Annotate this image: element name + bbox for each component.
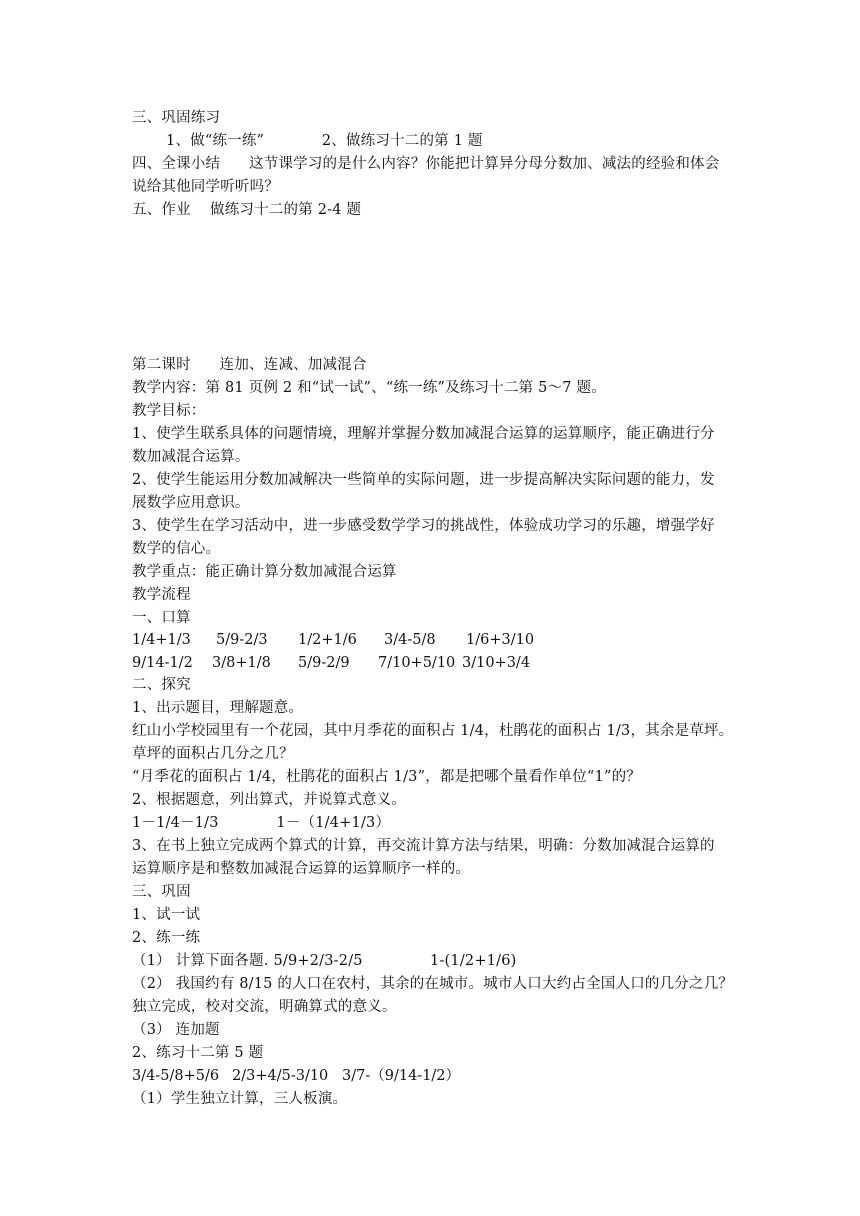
goals-label: 教学目标：: [132, 403, 206, 419]
explore-step-3-continued: 运算顺序是和整数加减混合运算的运算顺序一样的。: [132, 861, 471, 877]
key-point: 教学重点：能正确计算分数加减混合运算: [132, 564, 397, 580]
exercise-item: 3/7-（9/14-1/2）: [342, 1068, 461, 1084]
oral-item: 1/4+1/3: [132, 632, 191, 648]
consolidate-heading: 三、巩固: [132, 884, 191, 900]
lesson-title: 第二课时 连加、连减、加减混合: [132, 357, 367, 373]
explore-step-2: 2、根据题意，列出算式，并说算式意义。: [132, 792, 407, 808]
practice-label: 2、练一练: [132, 930, 201, 946]
section-heading-consolidation: 三、巩固练习: [132, 110, 221, 126]
oral-item: 7/10+5/10: [378, 655, 456, 671]
goal-3-continued: 数学的信心。: [132, 541, 221, 557]
formulas: 1－1/4－1/3 1－（1/4+1/3）: [132, 815, 391, 831]
exercise-5-row: [132, 1066, 552, 1086]
goal-1: 1、使学生联系具体的问题情境，理解并掌握分数加减混合运算的运算顺序，能正确进行分: [132, 426, 715, 442]
goal-2: 2、使学生能运用分数加减解决一些简单的实际问题，进一步提高解决实际问题的能力，发: [132, 472, 715, 488]
teaching-flow: 教学流程: [132, 587, 191, 603]
oral-heading: 一、口算: [132, 610, 191, 626]
goal-3: 3、使学生在学习活动中，进一步感受数学学习的挑战性，体验成功学习的乐趣，增强学好: [132, 518, 715, 534]
oral-item: 3/8+1/8: [212, 655, 271, 671]
exercise-item: 2/3+4/5-3/10: [232, 1068, 329, 1084]
oral-item: 5/9-2/9: [298, 655, 350, 671]
unit-question: “月季花的面积占 1/4，杜鹃花的面积占 1/3”，都是把哪个量看作单位“1”的？: [132, 769, 641, 785]
oral-item: 9/14-1/2: [132, 655, 193, 671]
practice-line: 1、做“练一练” 2、做练习十二的第 1 题: [166, 133, 483, 149]
oral-row-1: [132, 630, 552, 650]
explore-step-3: 3、在书上独立完成两个算式的计算，再交流计算方法与结果，明确：分数加减混合运算的: [132, 838, 715, 854]
oral-item: 3/10+3/4: [462, 655, 531, 671]
problem-text: 红山小学校园里有一个花园，其中月季花的面积占 1/4，杜鹃花的面积占 1/3，其余是草坪。: [132, 723, 734, 739]
practice-item-2-continued: 独立完成，校对交流，明确算式的意义。: [132, 999, 397, 1015]
practice-item-3: （3） 连加题: [132, 1022, 220, 1038]
oral-item: 1/2+1/6: [298, 632, 357, 648]
try-it: 1、试一试: [132, 907, 201, 923]
goal-1-continued: 数加减混合运算。: [132, 449, 250, 465]
explore-step-1: 1、出示题目，理解题意。: [132, 700, 304, 716]
explore-heading: 二、探究: [132, 677, 191, 693]
oral-item: 5/9-2/3: [216, 632, 268, 648]
exercise-5-label: 2、练习十二第 5 题: [132, 1045, 264, 1061]
summary-line: 四、全课小结 这节课学习的是什么内容？你能把计算异分母分数加、减法的经验和体会: [132, 156, 720, 172]
teaching-content: 教学内容：第 81 页例 2 和“试一试”、“练一练”及练习十二第 5～7 题。: [132, 380, 606, 396]
board-work: （1）学生独立计算，三人板演。: [132, 1091, 348, 1107]
goal-2-continued: 展数学应用意识。: [132, 495, 250, 511]
homework-line: 五、作业 做练习十二的第 2-4 题: [132, 202, 362, 218]
oral-item: 1/6+3/10: [466, 632, 535, 648]
oral-row-2: [132, 653, 552, 673]
summary-line-continued: 说给其他同学听听吗？: [132, 179, 279, 195]
practice-item-2: （2） 我国约有 8/15 的人口在农村，其余的在城市。城市人口大约占全国人口的几分之几？: [132, 976, 734, 992]
oral-item: 3/4-5/8: [384, 632, 436, 648]
exercise-item: 3/4-5/8+5/6: [132, 1068, 220, 1084]
problem-text-continued: 草坪的面积占几分之几？: [132, 746, 294, 762]
practice-item-1: （1） 计算下面各题. 5/9+2/3-2/5 1-(1/2+1/6): [132, 953, 517, 969]
